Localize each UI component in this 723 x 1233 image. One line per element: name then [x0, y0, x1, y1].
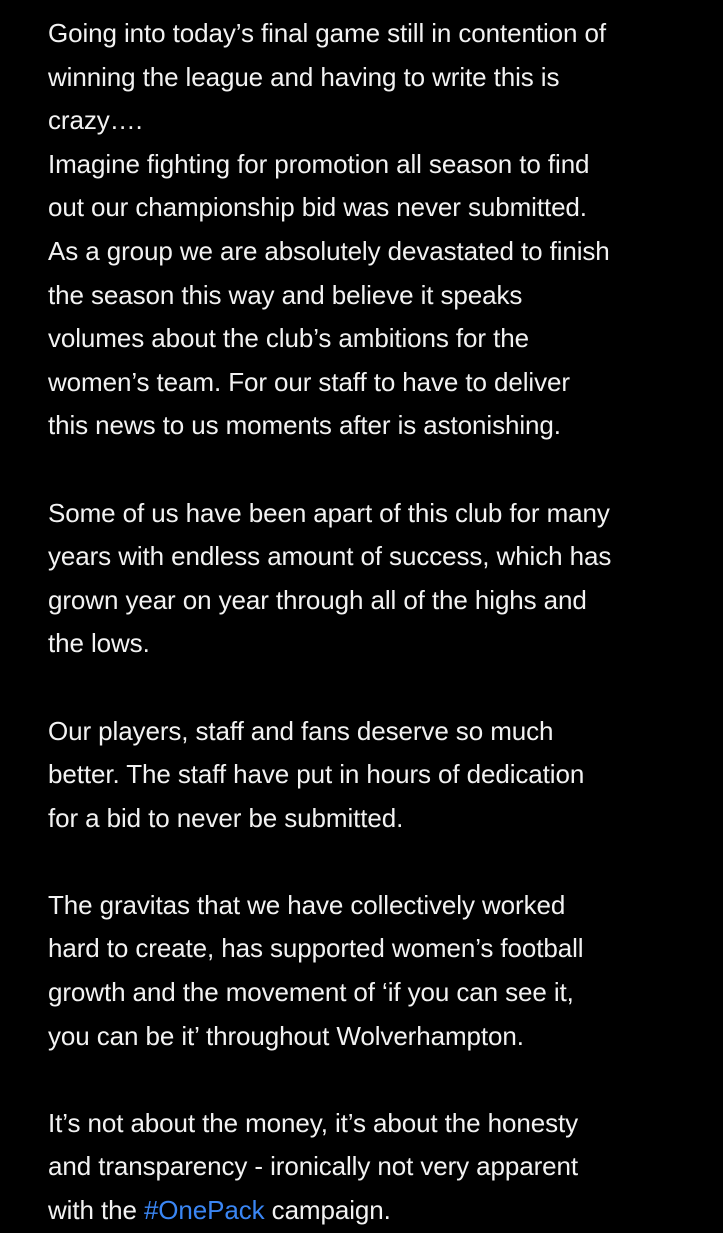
- text-line: women’s team. For our staff to have to deliver: [48, 366, 570, 397]
- text-line: Imagine fighting for promotion all season to find: [48, 148, 590, 179]
- paragraph: [48, 492, 708, 666]
- paragraph-spacer: [48, 666, 708, 710]
- text-line: winning the league and having to write this is: [48, 61, 560, 92]
- text-line: the lows.: [48, 628, 150, 659]
- paragraph: [48, 12, 708, 448]
- text-line: for a bid to never be submitted.: [48, 802, 404, 833]
- text-line: It’s not about the money, it’s about the honesty: [48, 1107, 579, 1138]
- text-line: [48, 1189, 708, 1233]
- text-line: grown year on year through all of the highs and: [48, 584, 587, 615]
- text-line: growth and the movement of ‘if you can see it,: [48, 977, 574, 1008]
- text-segment: with the: [48, 1195, 144, 1226]
- text-line: and transparency - ironically not very apparent: [48, 1151, 579, 1182]
- text-line: Going into today’s final game still in contention of: [48, 18, 606, 48]
- paragraph-spacer: [48, 448, 708, 492]
- text-line: out our championship bid was never submitted.: [48, 192, 587, 223]
- paragraph: [48, 1102, 708, 1233]
- note-body[interactable]: [48, 12, 708, 1233]
- text-line: volumes about the club’s ambitions for the: [48, 323, 529, 354]
- text-line: better. The staff have put in hours of dedication: [48, 759, 585, 790]
- text-line: the season this way and believe it speaks: [48, 279, 523, 310]
- text-line: this news to us moments after is astonishing.: [48, 410, 561, 441]
- text-segment: campaign.: [264, 1195, 391, 1226]
- hashtag-link[interactable]: #OnePack: [143, 1195, 265, 1226]
- text-line: Some of us have been apart of this club for many: [48, 497, 610, 528]
- paragraph-spacer: [48, 840, 708, 884]
- text-line: hard to create, has supported women’s football: [48, 933, 584, 964]
- text-line: Our players, staff and fans deserve so much: [48, 715, 554, 746]
- text-line: The gravitas that we have collectively worked: [48, 889, 566, 920]
- text-line: crazy….: [48, 105, 143, 136]
- paragraph: [48, 710, 708, 841]
- text-line: years with endless amount of success, which has: [48, 541, 612, 572]
- text-line: you can be it’ throughout Wolverhampton.: [48, 1020, 524, 1051]
- text-line: As a group we are absolutely devastated to finish: [48, 235, 610, 266]
- paragraph-spacer: [48, 1058, 708, 1102]
- paragraph: [48, 884, 708, 1058]
